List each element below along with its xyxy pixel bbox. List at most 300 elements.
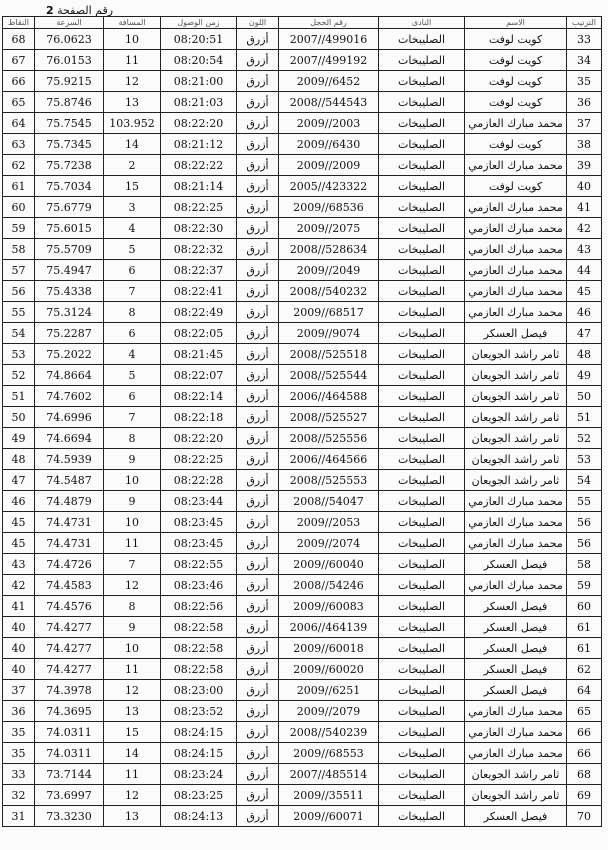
name-cell: محمد مبارك العازمي	[465, 575, 567, 596]
rank-cell: 65	[567, 701, 602, 722]
club-cell: الصليبخات	[379, 785, 465, 806]
points-cell: 61	[3, 176, 35, 197]
distance-cell: 4	[104, 344, 161, 365]
color-cell: أزرق	[237, 680, 279, 701]
name-cell: ثامر راشد الجويعان	[465, 386, 567, 407]
table-row	[3, 680, 602, 701]
table-row	[3, 323, 602, 344]
club-cell: الصليبخات	[379, 764, 465, 785]
color-cell: أزرق	[237, 512, 279, 533]
distance-cell: 11	[104, 659, 161, 680]
arrival-cell: 08:22:28	[161, 470, 237, 491]
color-cell: أزرق	[237, 365, 279, 386]
table-row	[3, 407, 602, 428]
ring-number-cell: 2009//2074	[279, 533, 379, 554]
points-cell: 37	[3, 680, 35, 701]
club-cell: الصليبخات	[379, 113, 465, 134]
color-cell: أزرق	[237, 71, 279, 92]
points-cell: 52	[3, 365, 35, 386]
arrival-cell: 08:23:44	[161, 491, 237, 512]
distance-cell: 9	[104, 617, 161, 638]
arrival-cell: 08:20:54	[161, 50, 237, 71]
rank-cell: 40	[567, 176, 602, 197]
ring-number-cell: 2008//525553	[279, 470, 379, 491]
arrival-cell: 08:22:56	[161, 596, 237, 617]
rank-cell: 56	[567, 533, 602, 554]
arrival-cell: 08:22:25	[161, 197, 237, 218]
arrival-cell: 08:22:20	[161, 113, 237, 134]
distance-cell: 5	[104, 365, 161, 386]
speed-cell: 75.2287	[35, 323, 104, 344]
club-cell: الصليبخات	[379, 218, 465, 239]
club-cell: الصليبخات	[379, 155, 465, 176]
header-color: اللون	[237, 17, 279, 29]
table-row	[3, 533, 602, 554]
arrival-cell: 08:21:03	[161, 92, 237, 113]
color-cell: أزرق	[237, 449, 279, 470]
name-cell: فيصل العسكر	[465, 617, 567, 638]
header-club: النادى	[379, 17, 465, 29]
name-cell: محمد مبارك العازمي	[465, 743, 567, 764]
distance-cell: 6	[104, 386, 161, 407]
distance-cell: 11	[104, 533, 161, 554]
club-cell: الصليبخات	[379, 512, 465, 533]
arrival-cell: 08:22:32	[161, 239, 237, 260]
points-cell: 58	[3, 239, 35, 260]
table-row	[3, 449, 602, 470]
distance-cell: 8	[104, 428, 161, 449]
rank-cell: 42	[567, 218, 602, 239]
club-cell: الصليبخات	[379, 470, 465, 491]
color-cell: أزرق	[237, 659, 279, 680]
club-cell: الصليبخات	[379, 176, 465, 197]
speed-cell: 74.4277	[35, 638, 104, 659]
table-row	[3, 176, 602, 197]
color-cell: أزرق	[237, 533, 279, 554]
name-cell: محمد مبارك العازمي	[465, 281, 567, 302]
distance-cell: 11	[104, 764, 161, 785]
distance-cell: 13	[104, 701, 161, 722]
color-cell: أزرق	[237, 197, 279, 218]
club-cell: الصليبخات	[379, 806, 465, 827]
speed-cell: 74.0311	[35, 743, 104, 764]
speed-cell: 74.4731	[35, 533, 104, 554]
name-cell: ثامر راشد الجويعان	[465, 428, 567, 449]
name-cell: محمد مبارك العازمي	[465, 239, 567, 260]
arrival-cell: 08:23:24	[161, 764, 237, 785]
speed-cell: 73.3230	[35, 806, 104, 827]
arrival-cell: 08:23:45	[161, 512, 237, 533]
arrival-cell: 08:22:37	[161, 260, 237, 281]
distance-cell: 8	[104, 596, 161, 617]
table-row	[3, 638, 602, 659]
rank-cell: 37	[567, 113, 602, 134]
name-cell: محمد مبارك العازمي	[465, 722, 567, 743]
speed-cell: 75.2022	[35, 344, 104, 365]
name-cell: كويت لوفت	[465, 50, 567, 71]
club-cell: الصليبخات	[379, 743, 465, 764]
club-cell: الصليبخات	[379, 260, 465, 281]
arrival-cell: 08:22:30	[161, 218, 237, 239]
arrival-cell: 08:22:18	[161, 407, 237, 428]
color-cell: أزرق	[237, 155, 279, 176]
header-ring: رقم الحجل	[279, 17, 379, 29]
points-cell: 66	[3, 71, 35, 92]
rank-cell: 44	[567, 260, 602, 281]
rank-cell: 64	[567, 680, 602, 701]
points-cell: 40	[3, 617, 35, 638]
arrival-cell: 08:22:58	[161, 659, 237, 680]
table-row	[3, 617, 602, 638]
arrival-cell: 08:22:14	[161, 386, 237, 407]
rank-cell: 60	[567, 596, 602, 617]
club-cell: الصليبخات	[379, 596, 465, 617]
club-cell: الصليبخات	[379, 722, 465, 743]
ring-number-cell: 2009//2009	[279, 155, 379, 176]
distance-cell: 4	[104, 218, 161, 239]
ring-number-cell: 2006//464588	[279, 386, 379, 407]
color-cell: أزرق	[237, 92, 279, 113]
distance-cell: 14	[104, 743, 161, 764]
name-cell: ثامر راشد الجويعان	[465, 764, 567, 785]
speed-cell: 74.0311	[35, 722, 104, 743]
rank-cell: 35	[567, 71, 602, 92]
points-cell: 43	[3, 554, 35, 575]
ring-number-cell: 2009//60040	[279, 554, 379, 575]
points-cell: 51	[3, 386, 35, 407]
page-number: 2	[46, 4, 54, 17]
table-row	[3, 554, 602, 575]
arrival-cell: 08:22:55	[161, 554, 237, 575]
points-cell: 47	[3, 470, 35, 491]
name-cell: ثامر راشد الجويعان	[465, 365, 567, 386]
distance-cell: 2	[104, 155, 161, 176]
color-cell: أزرق	[237, 491, 279, 512]
arrival-cell: 08:24:15	[161, 743, 237, 764]
table-row	[3, 260, 602, 281]
speed-cell: 74.8664	[35, 365, 104, 386]
table-row	[3, 344, 602, 365]
table-row	[3, 764, 602, 785]
rank-cell: 34	[567, 50, 602, 71]
ring-number-cell: 2006//464139	[279, 617, 379, 638]
club-cell: الصليبخات	[379, 407, 465, 428]
arrival-cell: 08:21:45	[161, 344, 237, 365]
distance-cell: 12	[104, 680, 161, 701]
ring-number-cell: 2008//540239	[279, 722, 379, 743]
points-cell: 68	[3, 29, 35, 50]
speed-cell: 74.4277	[35, 617, 104, 638]
table-row	[3, 281, 602, 302]
color-cell: أزرق	[237, 575, 279, 596]
color-cell: أزرق	[237, 323, 279, 344]
color-cell: أزرق	[237, 596, 279, 617]
speed-cell: 74.7602	[35, 386, 104, 407]
speed-cell: 75.4338	[35, 281, 104, 302]
rank-cell: 70	[567, 806, 602, 827]
distance-cell: 10	[104, 638, 161, 659]
rank-cell: 69	[567, 785, 602, 806]
speed-cell: 75.6779	[35, 197, 104, 218]
arrival-cell: 08:23:45	[161, 533, 237, 554]
speed-cell: 75.7238	[35, 155, 104, 176]
name-cell: كويت لوفت	[465, 176, 567, 197]
arrival-cell: 08:22:07	[161, 365, 237, 386]
points-cell: 49	[3, 428, 35, 449]
points-cell: 57	[3, 260, 35, 281]
speed-cell: 74.4576	[35, 596, 104, 617]
speed-cell: 75.9215	[35, 71, 104, 92]
ring-number-cell: 2008//525544	[279, 365, 379, 386]
table-row	[3, 302, 602, 323]
table-row	[3, 512, 602, 533]
arrival-cell: 08:21:12	[161, 134, 237, 155]
rank-cell: 61	[567, 617, 602, 638]
distance-cell: 13	[104, 92, 161, 113]
club-cell: الصليبخات	[379, 428, 465, 449]
points-cell: 35	[3, 743, 35, 764]
rank-cell: 46	[567, 302, 602, 323]
points-cell: 31	[3, 806, 35, 827]
points-cell: 32	[3, 785, 35, 806]
distance-cell: 9	[104, 491, 161, 512]
ring-number-cell: 2009//60071	[279, 806, 379, 827]
color-cell: أزرق	[237, 785, 279, 806]
points-cell: 41	[3, 596, 35, 617]
header-points: النقاط	[3, 17, 35, 29]
rank-cell: 53	[567, 449, 602, 470]
color-cell: أزرق	[237, 218, 279, 239]
ring-number-cell: 2008//525527	[279, 407, 379, 428]
speed-cell: 74.5939	[35, 449, 104, 470]
club-cell: الصليبخات	[379, 365, 465, 386]
ring-number-cell: 2005//423322	[279, 176, 379, 197]
club-cell: الصليبخات	[379, 554, 465, 575]
distance-cell: 13	[104, 806, 161, 827]
ring-number-cell: 2009//2053	[279, 512, 379, 533]
speed-cell: 74.5487	[35, 470, 104, 491]
name-cell: ثامر راشد الجويعان	[465, 449, 567, 470]
points-cell: 60	[3, 197, 35, 218]
speed-cell: 75.8746	[35, 92, 104, 113]
club-cell: الصليبخات	[379, 197, 465, 218]
distance-cell: 5	[104, 239, 161, 260]
arrival-cell: 08:22:20	[161, 428, 237, 449]
rank-cell: 50	[567, 386, 602, 407]
rank-cell: 59	[567, 575, 602, 596]
name-cell: محمد مبارك العازمي	[465, 491, 567, 512]
distance-cell: 12	[104, 575, 161, 596]
points-cell: 42	[3, 575, 35, 596]
speed-cell: 75.7034	[35, 176, 104, 197]
speed-cell: 74.4879	[35, 491, 104, 512]
arrival-cell: 08:22:22	[161, 155, 237, 176]
name-cell: فيصل العسكر	[465, 323, 567, 344]
club-cell: الصليبخات	[379, 638, 465, 659]
name-cell: فيصل العسكر	[465, 596, 567, 617]
color-cell: أزرق	[237, 722, 279, 743]
speed-cell: 74.4277	[35, 659, 104, 680]
table-row	[3, 722, 602, 743]
arrival-cell: 08:20:51	[161, 29, 237, 50]
ring-number-cell: 2009//68517	[279, 302, 379, 323]
distance-cell: 10	[104, 512, 161, 533]
rank-cell: 47	[567, 323, 602, 344]
name-cell: فيصل العسكر	[465, 638, 567, 659]
header-speed: السرعة	[35, 17, 104, 29]
speed-cell: 75.7345	[35, 134, 104, 155]
ring-number-cell: 2007//499016	[279, 29, 379, 50]
speed-cell: 76.0623	[35, 29, 104, 50]
ring-number-cell: 2009//2003	[279, 113, 379, 134]
ring-number-cell: 2009//6251	[279, 680, 379, 701]
name-cell: محمد مبارك العازمي	[465, 155, 567, 176]
color-cell: أزرق	[237, 428, 279, 449]
arrival-cell: 08:22:05	[161, 323, 237, 344]
club-cell: الصليبخات	[379, 281, 465, 302]
points-cell: 40	[3, 638, 35, 659]
table-row	[3, 596, 602, 617]
name-cell: محمد مبارك العازمي	[465, 512, 567, 533]
table-row	[3, 428, 602, 449]
club-cell: الصليبخات	[379, 617, 465, 638]
ring-number-cell: 2007//499192	[279, 50, 379, 71]
points-cell: 63	[3, 134, 35, 155]
points-cell: 48	[3, 449, 35, 470]
table-row	[3, 71, 602, 92]
rank-cell: 41	[567, 197, 602, 218]
rank-cell: 58	[567, 554, 602, 575]
table-row	[3, 470, 602, 491]
points-cell: 55	[3, 302, 35, 323]
speed-cell: 74.6694	[35, 428, 104, 449]
ring-number-cell: 2009//35511	[279, 785, 379, 806]
name-cell: فيصل العسكر	[465, 680, 567, 701]
color-cell: أزرق	[237, 701, 279, 722]
arrival-cell: 08:23:25	[161, 785, 237, 806]
name-cell: محمد مبارك العازمي	[465, 302, 567, 323]
name-cell: محمد مبارك العازمي	[465, 533, 567, 554]
rank-cell: 52	[567, 428, 602, 449]
color-cell: أزرق	[237, 617, 279, 638]
rank-cell: 55	[567, 491, 602, 512]
distance-cell: 15	[104, 722, 161, 743]
points-cell: 33	[3, 764, 35, 785]
speed-cell: 75.7545	[35, 113, 104, 134]
club-cell: الصليبخات	[379, 680, 465, 701]
speed-cell: 73.7144	[35, 764, 104, 785]
color-cell: أزرق	[237, 743, 279, 764]
points-cell: 64	[3, 113, 35, 134]
speed-cell: 74.3978	[35, 680, 104, 701]
points-cell: 65	[3, 92, 35, 113]
table-row	[3, 785, 602, 806]
points-cell: 35	[3, 722, 35, 743]
distance-cell: 8	[104, 302, 161, 323]
name-cell: ثامر راشد الجويعان	[465, 344, 567, 365]
ring-number-cell: 2008//525556	[279, 428, 379, 449]
color-cell: أزرق	[237, 554, 279, 575]
color-cell: أزرق	[237, 302, 279, 323]
ring-number-cell: 2009//6452	[279, 71, 379, 92]
ring-number-cell: 2009//2075	[279, 218, 379, 239]
club-cell: الصليبخات	[379, 92, 465, 113]
color-cell: أزرق	[237, 113, 279, 134]
name-cell: محمد مبارك العازمي	[465, 701, 567, 722]
speed-cell: 76.0153	[35, 50, 104, 71]
distance-cell: 103.952	[104, 113, 161, 134]
name-cell: كويت لوفت	[465, 29, 567, 50]
ring-number-cell: 2009//2049	[279, 260, 379, 281]
header-row	[3, 17, 602, 29]
name-cell: محمد مبارك العازمي	[465, 260, 567, 281]
table-row	[3, 92, 602, 113]
points-cell: 45	[3, 512, 35, 533]
distance-cell: 10	[104, 29, 161, 50]
distance-cell: 12	[104, 785, 161, 806]
speed-cell: 74.6996	[35, 407, 104, 428]
color-cell: أزرق	[237, 29, 279, 50]
table-row	[3, 365, 602, 386]
rank-cell: 61	[567, 638, 602, 659]
arrival-cell: 08:22:49	[161, 302, 237, 323]
table-row	[3, 239, 602, 260]
club-cell: الصليبخات	[379, 29, 465, 50]
ring-number-cell: 2008//525518	[279, 344, 379, 365]
distance-cell: 12	[104, 71, 161, 92]
club-cell: الصليبخات	[379, 134, 465, 155]
speed-cell: 74.3695	[35, 701, 104, 722]
color-cell: أزرق	[237, 239, 279, 260]
ring-number-cell: 2008//540232	[279, 281, 379, 302]
name-cell: فيصل العسكر	[465, 659, 567, 680]
points-cell: 45	[3, 533, 35, 554]
table-row	[3, 113, 602, 134]
header-distance: المسافة	[104, 17, 161, 29]
color-cell: أزرق	[237, 407, 279, 428]
color-cell: أزرق	[237, 638, 279, 659]
club-cell: الصليبخات	[379, 302, 465, 323]
arrival-cell: 08:24:13	[161, 806, 237, 827]
color-cell: أزرق	[237, 764, 279, 785]
color-cell: أزرق	[237, 281, 279, 302]
name-cell: كويت لوفت	[465, 134, 567, 155]
color-cell: أزرق	[237, 806, 279, 827]
arrival-cell: 08:24:15	[161, 722, 237, 743]
name-cell: محمد مبارك العازمي	[465, 197, 567, 218]
name-cell: محمد مبارك العازمي	[465, 218, 567, 239]
ring-number-cell: 2007//485514	[279, 764, 379, 785]
points-cell: 36	[3, 701, 35, 722]
points-cell: 62	[3, 155, 35, 176]
table-row	[3, 575, 602, 596]
ring-number-cell: 2009//9074	[279, 323, 379, 344]
points-cell: 56	[3, 281, 35, 302]
distance-cell: 11	[104, 50, 161, 71]
table-row	[3, 806, 602, 827]
name-cell: ثامر راشد الجويعان	[465, 470, 567, 491]
rank-cell: 43	[567, 239, 602, 260]
table-row	[3, 155, 602, 176]
rank-cell: 66	[567, 743, 602, 764]
speed-cell: 75.5709	[35, 239, 104, 260]
club-cell: الصليبخات	[379, 344, 465, 365]
table-row	[3, 29, 602, 50]
ring-number-cell: 2008//544543	[279, 92, 379, 113]
arrival-cell: 08:21:00	[161, 71, 237, 92]
color-cell: أزرق	[237, 176, 279, 197]
arrival-cell: 08:22:58	[161, 638, 237, 659]
